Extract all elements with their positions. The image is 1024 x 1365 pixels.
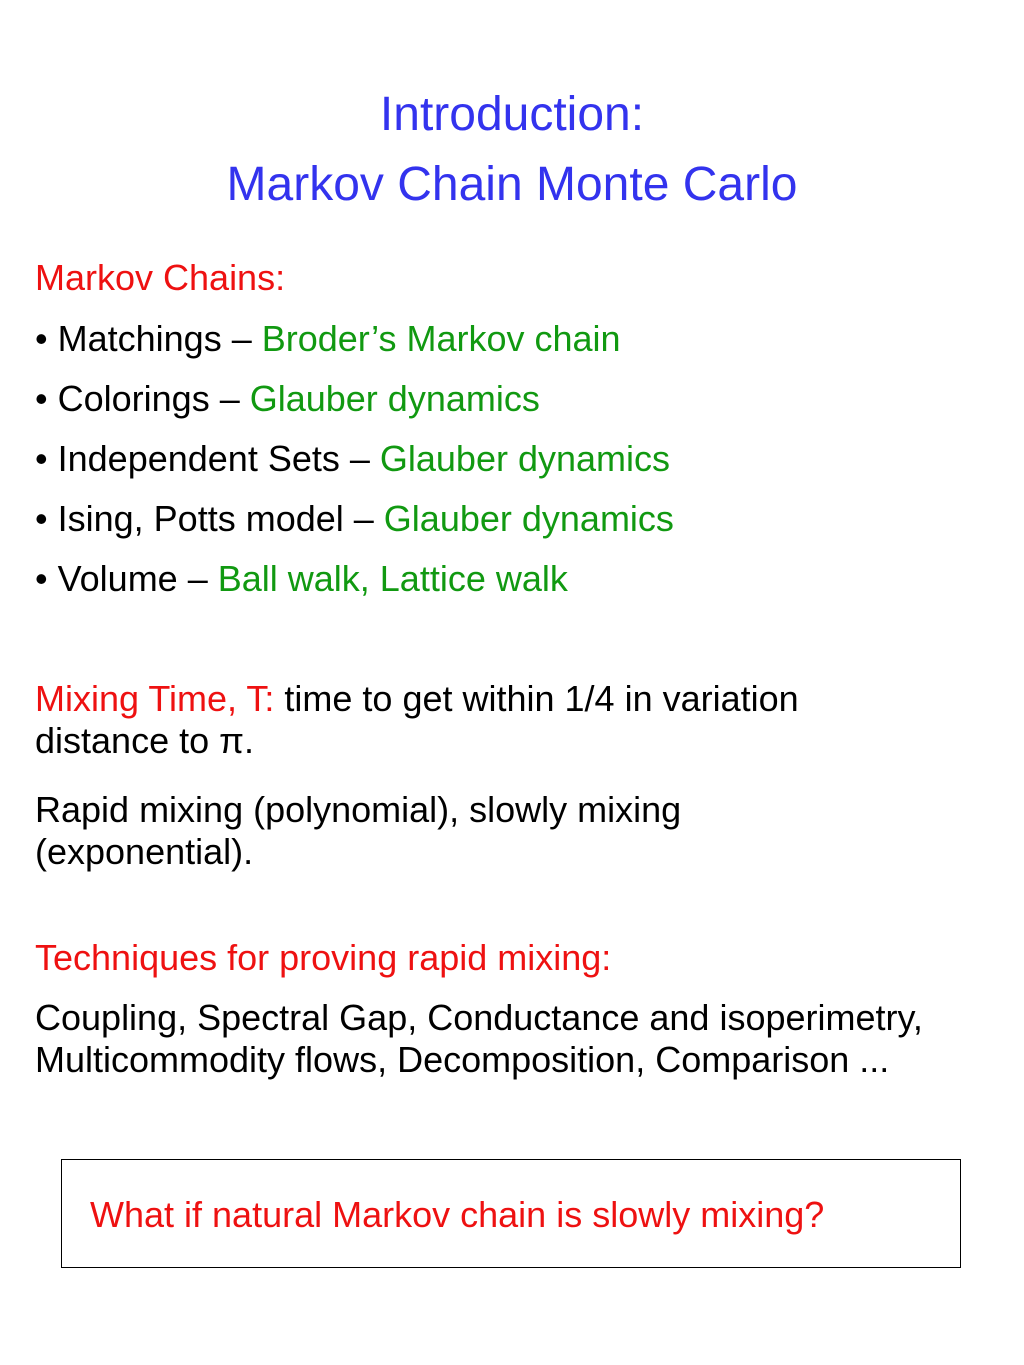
bullet-term: Matchings – xyxy=(57,318,262,359)
bullet-marker: • xyxy=(35,498,48,539)
bullet-method: Glauber dynamics xyxy=(249,378,540,419)
bullet-marker: • xyxy=(35,558,48,599)
rapid-mixing-paragraph: Rapid mixing (polynomial), slowly mixing (exponential). xyxy=(35,789,682,872)
bullet-marker: • xyxy=(35,378,48,419)
bullet-method: Glauber dynamics xyxy=(383,498,674,539)
markov-chains-heading: Markov Chains: xyxy=(35,257,286,298)
bullet-marker: • xyxy=(35,438,48,479)
mixing-time-definition: time to get within 1/4 in variation distance to π. xyxy=(35,678,799,761)
bullet-item-volume xyxy=(35,558,568,600)
techniques-list: Coupling, Spectral Gap, Conductance and isoperimetry, Multicommodity flows, Decomposition, Comparison ... xyxy=(35,997,923,1080)
mixing-time-paragraph xyxy=(35,678,935,762)
bullet-term: Independent Sets – xyxy=(57,438,380,479)
bullet-item-independent-sets xyxy=(35,438,670,480)
bullet-item-colorings xyxy=(35,378,540,420)
bullet-method: Broder’s Markov chain xyxy=(261,318,621,359)
bullet-term: Volume – xyxy=(57,558,218,599)
techniques-heading: Techniques for proving rapid mixing: xyxy=(35,937,612,978)
question-box xyxy=(61,1159,961,1268)
slide-title xyxy=(0,80,1024,220)
mixing-time-label: Mixing Time, T: xyxy=(35,678,275,719)
bullet-marker: • xyxy=(35,318,48,359)
bullet-item-matchings xyxy=(35,318,621,360)
bullet-term: Ising, Potts model – xyxy=(57,498,384,539)
question-text: What if natural Markov chain is slowly mixing? xyxy=(90,1194,825,1235)
bullet-term: Colorings – xyxy=(57,378,250,419)
title-line-1: Introduction: xyxy=(379,88,645,141)
title-line-2: Markov Chain Monte Carlo xyxy=(226,158,798,211)
bullet-method: Ball walk, Lattice walk xyxy=(217,558,568,599)
bullet-item-ising-potts xyxy=(35,498,674,540)
bullet-method: Glauber dynamics xyxy=(379,438,671,479)
